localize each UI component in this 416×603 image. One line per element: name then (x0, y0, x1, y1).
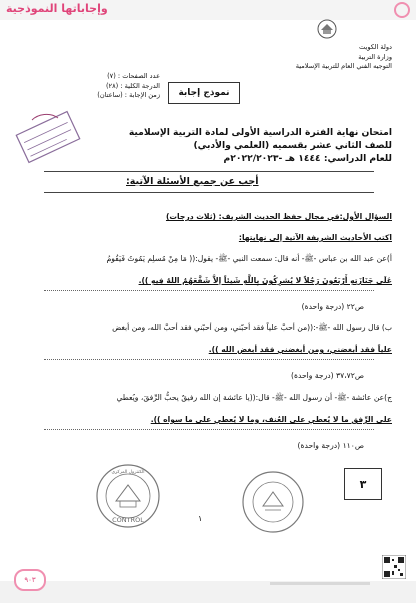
hadith-c-line2: على الرِّفق ما لا يُعطي على العُنف، وما لا يُعطي على ما سواه )). (150, 415, 392, 424)
answer-model-box: نموذج إجابة (168, 82, 240, 104)
hadith-b-line2: علياً فقد أبغضني، ومن أبغضني فقد أبغض الله )). (208, 345, 392, 354)
ministry-name: وزارة التربية (358, 52, 392, 61)
instruction-heading: أجب عن جميع الأسئلة الآتية: (126, 176, 259, 187)
qr-code-icon[interactable] (382, 555, 406, 579)
question-instruction: اكتب الأحاديث الشريفة الآتية إلى نهايتها: (238, 233, 392, 242)
footer-line (270, 582, 370, 585)
dotted-line (44, 290, 374, 291)
header-left (50, 72, 160, 101)
exam-title-line1: امتحان نهاية الفترة الدراسية الأولى لمادة التربية الإسلامية (128, 127, 392, 138)
hadith-c-reference: ص١١٠ (درجة واحدة) (297, 441, 364, 450)
hadith-a-reference: ص٢٢ (درجة واحدة) (301, 302, 364, 311)
kuwait-emblem-icon (316, 18, 338, 40)
header-right (262, 43, 392, 72)
supervisor-stamp-icon (14, 108, 82, 166)
page-number: ١ (198, 514, 203, 523)
country-name: دولة الكويت (359, 43, 392, 51)
divider (44, 192, 374, 193)
control-stamp-top-label: الكنترول المركزي (111, 470, 145, 475)
question-title: السؤال الأول:في مجال حفظ الحديث الشريف: (ثلاث درجات) (165, 212, 392, 221)
dotted-line (44, 429, 374, 430)
exam-title-line2: للصف الثاني عشر بقسميه (العلمي والأدبي) (193, 140, 392, 151)
hadith-c-line1: ج)عن عائشة -ﷺ- أن رسول الله -ﷺ- قال:((يا عائشة إن الله رفيقٌ يحبُّ الرِّفقَ، ويُعطي (116, 393, 392, 402)
exam-title-line3: للعام الدراسي: ١٤٤٤ هـ -٢٠٢٢/٢٠٢٣م (223, 153, 392, 164)
page-badge: ٩٠٣ (14, 569, 46, 591)
total-grade: الدرجة الكلية : (٢٨) (105, 81, 160, 90)
watermark-text: وإجاباتها النموذجية (6, 2, 108, 15)
pages-count: عدد الصفحات : (٧) (107, 72, 160, 80)
hadith-b-reference: ص٣٧،٧٢ (درجة واحدة) (291, 371, 364, 380)
hadith-a-line2: عَلَى جَنَازَتِهِ أَرْبَعُونَ رَجُلاً لا يُشرِكُونَ بِاللَّهِ شَيئاً إلاَّ شَفَّعَهُمُ اللهُ فِيهِ )). (138, 276, 392, 285)
grade-box: ٣ (344, 468, 382, 500)
department-name: التوجيه الفني العام للتربية الإسلامية (295, 62, 392, 70)
site-logo-icon (394, 2, 410, 18)
divider (44, 171, 374, 172)
answer-time: زمن الإجابة : (ساعتان) (97, 91, 160, 99)
hadith-a-line1: أ)عن عبد الله بن عباس -ﷺ- أنه قال: سمعت النبي -ﷺ- يقول:(( مَا مِنْ مُسلِم يَمُوتُ فَيَقُومُ (106, 254, 392, 263)
hadith-b-line1: ب) قال رسول الله -ﷺ-:((من أحبَّ علياً فقد أحبّني، ومن أحبّني فقد أحبَّ الله، ومن أبغض (112, 323, 392, 332)
control-stamp-label: CONTROL (112, 516, 144, 524)
control-stamp-icon (94, 463, 162, 529)
department-stamp-icon (240, 470, 306, 534)
dotted-line (44, 359, 374, 360)
